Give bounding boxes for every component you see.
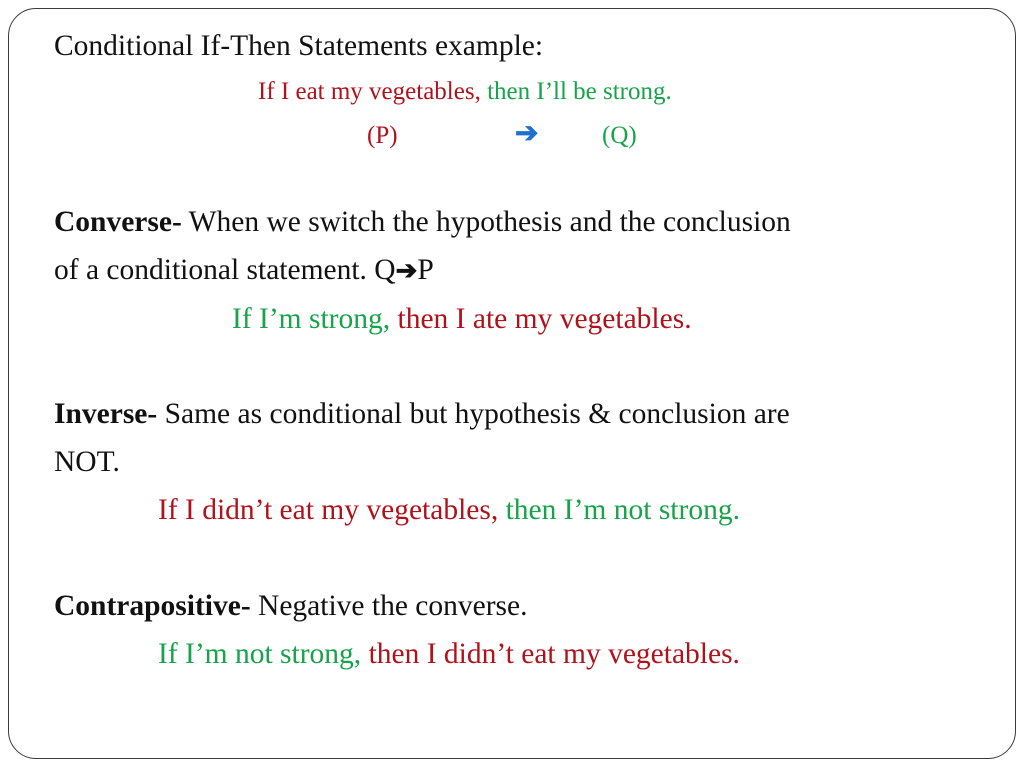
right-arrow-icon: ➔ (395, 256, 418, 285)
converse-definition-text: When we switch the hypothesis and the conclusion (188, 206, 791, 238)
contrapositive-term: Contrapositive- (54, 590, 251, 622)
inverse-term: Inverse- (54, 398, 158, 430)
converse-term: Converse- (54, 206, 182, 238)
example-conclusion: then I’ll be strong. (487, 78, 672, 105)
inverse-example-conclusion: then I’m not strong. (505, 494, 740, 526)
title-text: Conditional If-Then Statements example: (54, 30, 544, 62)
example-hypothesis: If I eat my vegetables, (258, 78, 481, 105)
converse-definition-continued (54, 256, 434, 286)
inverse-definition-text: Same as conditional but hypothesis & conclusion are (164, 398, 790, 430)
contrapositive-example (158, 640, 740, 670)
contrapositive-example-conclusion: then I didn’t eat my vegetables. (368, 638, 740, 670)
p-label: (P) (367, 122, 398, 149)
slide-title (54, 32, 543, 62)
example-statement (258, 79, 672, 104)
inverse-definition (54, 400, 790, 430)
contrapositive-example-hypothesis: If I’m not strong, (158, 638, 362, 670)
inverse-example-hypothesis: If I didn’t eat my vegetables, (158, 494, 499, 526)
converse-example-conclusion: then I ate my vegetables. (397, 303, 692, 335)
converse-definition (54, 208, 791, 238)
right-arrow-icon: ➔ (515, 118, 539, 149)
contrapositive-definition-text: Negative the converse. (258, 590, 528, 622)
converse-definition-end: P (417, 254, 434, 286)
converse-example (232, 305, 692, 335)
contrapositive-definition (54, 592, 528, 622)
converse-definition-text-2: of a conditional statement. Q (54, 254, 396, 286)
q-label: (Q) (602, 122, 637, 149)
converse-example-hypothesis: If I’m strong, (232, 303, 391, 335)
inverse-definition-continued (54, 448, 120, 478)
inverse-example (158, 496, 740, 526)
inverse-definition-text-2: NOT. (54, 446, 120, 478)
